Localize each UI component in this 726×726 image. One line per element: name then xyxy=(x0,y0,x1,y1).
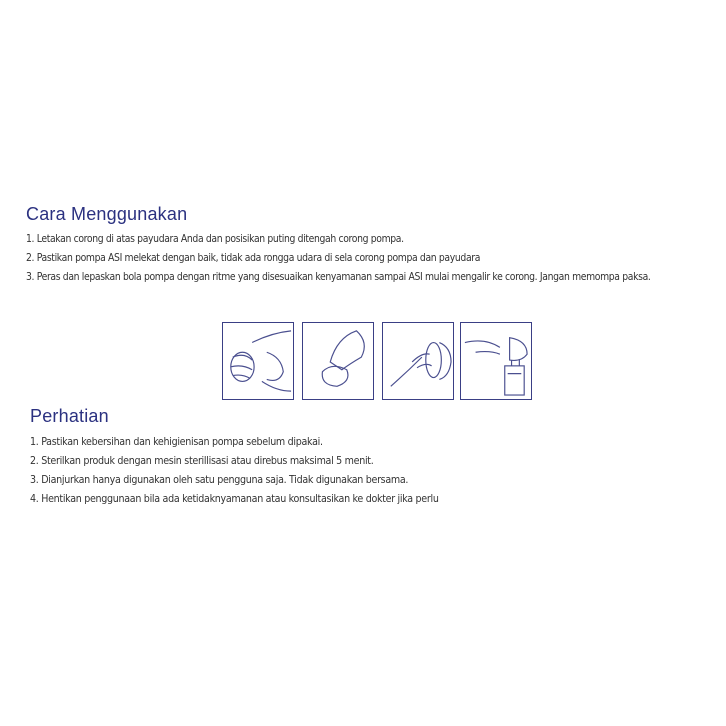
caution-item: 3. Dianjurkan hanya digunakan oleh satu pengguna saja. Tidak digunakan bersama. xyxy=(30,474,409,486)
usage-step: 3. Peras dan lepaskan bola pompa dengan ritme yang disesuaikan kenyamanan sampai ASI mulai mengalir ke corong. Jangan memompa paksa. xyxy=(26,271,651,283)
hand-squeezing-pump-icon xyxy=(222,322,294,400)
pump-funnel-icon xyxy=(302,322,374,400)
usage-step: 1. Letakan corong di atas payudara Anda dan posisikan puting ditengah corong pompa. xyxy=(26,233,404,245)
caution-item: 2. Sterilkan produk dengan mesin sterillisasi atau direbus maksimal 5 menit. xyxy=(30,455,374,467)
usage-title: Cara Menggunakan xyxy=(26,204,188,224)
caution-item: 1. Pastikan kebersihan dan kehigienisan pompa sebelum dipakai. xyxy=(30,436,323,448)
caution-title: Perhatian xyxy=(30,406,109,426)
hand-holding-funnel-icon xyxy=(382,322,454,400)
pump-with-bottle-icon xyxy=(460,322,532,400)
caution-item: 4. Hentikan penggunaan bila ada ketidaknyamanan atau konsultasikan ke dokter jika perlu xyxy=(30,493,439,505)
caution-list xyxy=(30,433,439,509)
usage-steps xyxy=(26,230,716,287)
usage-step: 2. Pastikan pompa ASI melekat dengan baik, tidak ada rongga udara di sela corong pompa dan payudara xyxy=(26,252,481,264)
